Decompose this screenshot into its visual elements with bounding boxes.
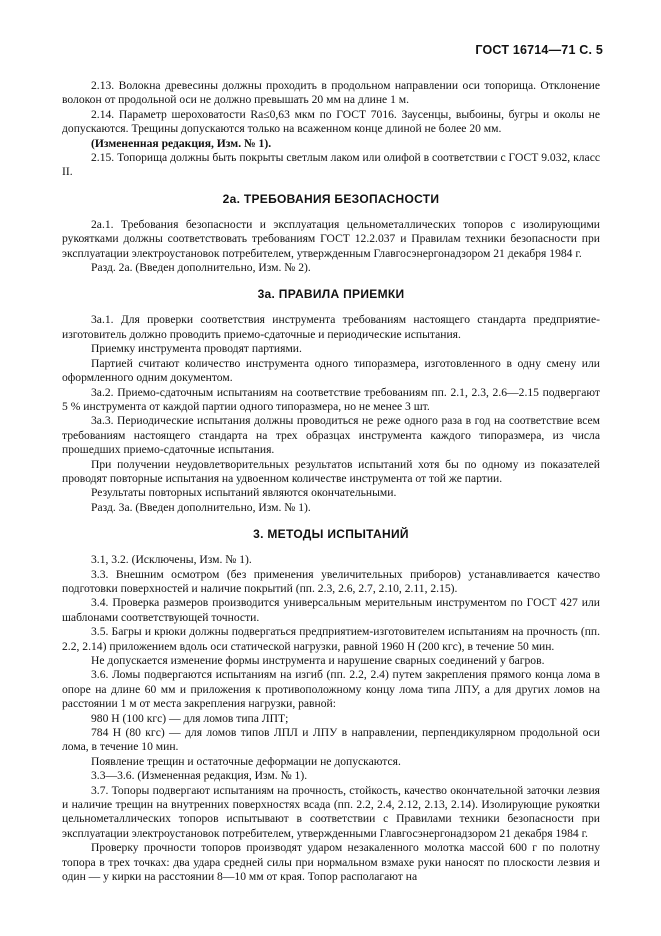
paragraph-acceptance-batches: Приемку инструмента проводят партиями. bbox=[91, 342, 302, 356]
section-note-2a: Разд. 2а. (Введен дополнительно, Изм. № 2). bbox=[91, 261, 311, 275]
paragraph-final-results: Результаты повторных испытаний являются окончательными. bbox=[91, 486, 397, 500]
paragraph-3a-2: 3а.2. Приемо-сдаточным испытаниям на соответствие требованиям пп. 2.1, 2.3, 2.6—2.15 подвергают 5 % инструмента от каждой партии одного типоразмера, но не менее 3 шт. bbox=[62, 385, 600, 413]
paragraph-3a-1: 3а.1. Для проверки соответствия инструмента требованиям настоящего стандарта предприятие-изготовитель должно проводить приемо-сдаточные и периодические испытания. bbox=[62, 313, 600, 341]
paragraph-2-14: 2.14. Параметр шероховатости Ra≤0,63 мкм по ГОСТ 7016. Заусенцы, выбоины, бугры и околы не допускаются. Трещины допускаются только на всаженном конце длиной не более 20 мм. bbox=[62, 107, 600, 136]
paragraph-no-cracks: Появление трещин и остаточные деформации не допускаются. bbox=[91, 754, 401, 768]
page-header: ГОСТ 16714—71 С. 5 bbox=[475, 43, 603, 57]
paragraph-3-5: 3.5. Багры и крюки должны подвергаться предприятием-изготовителем испытаниям на прочность (пп. 2.2, 2.14) приложением вдоль оси статической нагрузки, равной 1960 Н (200 кгс), в течение 50 мин. bbox=[62, 625, 600, 653]
paragraph-3-1-3-2: 3.1, 3.2. (Исключены, Изм. № 1). bbox=[91, 553, 252, 567]
section-note-3a: Разд. 3а. (Введен дополнительно, Изм. № 1). bbox=[91, 500, 311, 514]
section-heading-acceptance: 3а. ПРАВИЛА ПРИЕМКИ bbox=[257, 287, 405, 302]
paragraph-3-7: 3.7. Топоры подвергают испытаниям на прочность, стойкость, качество окончательной заточки лезвия и наличие трещин на внутренних поверхностях всада (пп. 2.2, 2.4, 2.12, 2.13, 2.14). Изолирующие рукоятки цельнометаллических топоров испытывают в соответствии с Правилами техники безопасности при эксплуатации электроустановок потребителем, утвержденными Главгосэнергонадзором 21 декабря 1984 г. bbox=[62, 783, 600, 840]
paragraph-strength-check: Проверку прочности топоров производят ударом незакаленного молотка массой 600 г по полотну топора в трех точках: два удара средней силы при нормальном взмахе руки наносят по плоскости лезвия и один — у кирки на расстоянии 8—10 мм от края. Топор располагают на bbox=[62, 841, 600, 884]
paragraph-2a-1: 2а.1. Требования безопасности и эксплуатация цельнометаллических топоров с изолирующими рукоятками должны соответствовать требованиям ГОСТ 12.2.037 и Правилам техники безопасности при эксплуатации электроустановок потребителем, утвержденным Главгосэнергонадзором 21 декабря 1984 г. bbox=[62, 217, 600, 260]
paragraph-amendment-3-3-3-6: 3.3—3.6. (Измененная редакция, Изм. № 1). bbox=[91, 769, 308, 783]
section-heading-safety: 2а. ТРЕБОВАНИЯ БЕЗОПАСНОСТИ bbox=[222, 191, 440, 206]
paragraph-load-lpt: 980 Н (100 кгс) — для ломов типа ЛПТ; bbox=[91, 711, 289, 725]
paragraph-2-13: 2.13. Волокна древесины должны проходить в продольном направлении оси топорища. Отклонение волокон от продольной оси не должно превышать 20 мм на длине 1 м. bbox=[62, 79, 600, 107]
paragraph-3-3: 3.3. Внешним осмотром (без применения увеличительных приборов) устанавливается качество подготовки поверхностей и наличие покрытий (пп. 2.3, 2.6, 2.7, 2.10, 2.11, 2.15). bbox=[62, 567, 600, 595]
document-body bbox=[62, 79, 600, 885]
paragraph-hook-integrity: Не допускается изменение формы инструмента и нарушение сварных соединений у багров. bbox=[91, 654, 545, 667]
paragraph-batch-definition: Партией считают количество инструмента одного типоразмера, изготовленного в одну смену или оформленного одним документом. bbox=[62, 356, 600, 385]
amendment-note: (Измененная редакция, Изм. № 1). bbox=[91, 136, 272, 150]
paragraph-load-lpl-lpu: 784 Н (80 кгс) — для ломов типов ЛПЛ и ЛПУ в направлении, перпендикулярном продольной оси лома, в течение 10 мин. bbox=[62, 726, 600, 754]
paragraph-repeat-tests: При получении неудовлетворительных результатов испытаний хотя бы по одному из показателей проводят повторные испытания на удвоенном количестве инструмента от той же партии. bbox=[62, 457, 600, 485]
paragraph-3-4: 3.4. Проверка размеров производится универсальным мерительным инструментом по ГОСТ 427 или шаблонами соответствующей точности. bbox=[62, 596, 600, 624]
paragraph-3a-3: 3а.3. Периодические испытания должны проводиться не реже одного раза в год на соответствие всем требованиям настоящего стандарта на трех образцах инструмента каждого типоразмера, из числа прошедших приемо-сдаточные испытания. bbox=[62, 414, 600, 457]
paragraph-2-15: 2.15. Топорища должны быть покрыты светлым лаком или олифой в соответствии с ГОСТ 9.032, класс II. bbox=[62, 151, 600, 179]
paragraph-3-6: 3.6. Ломы подвергаются испытаниям на изгиб (пп. 2.2, 2.4) путем закрепления прямого конца лома в опоре на длине 60 мм и приложения к противоположному концу лома типа ЛПУ, а для других ломов на расстоянии 1 м от места закрепления нагрузки, равной: bbox=[62, 668, 600, 711]
section-heading-test-methods: 3. МЕТОДЫ ИСПЫТАНИЙ bbox=[253, 527, 409, 542]
